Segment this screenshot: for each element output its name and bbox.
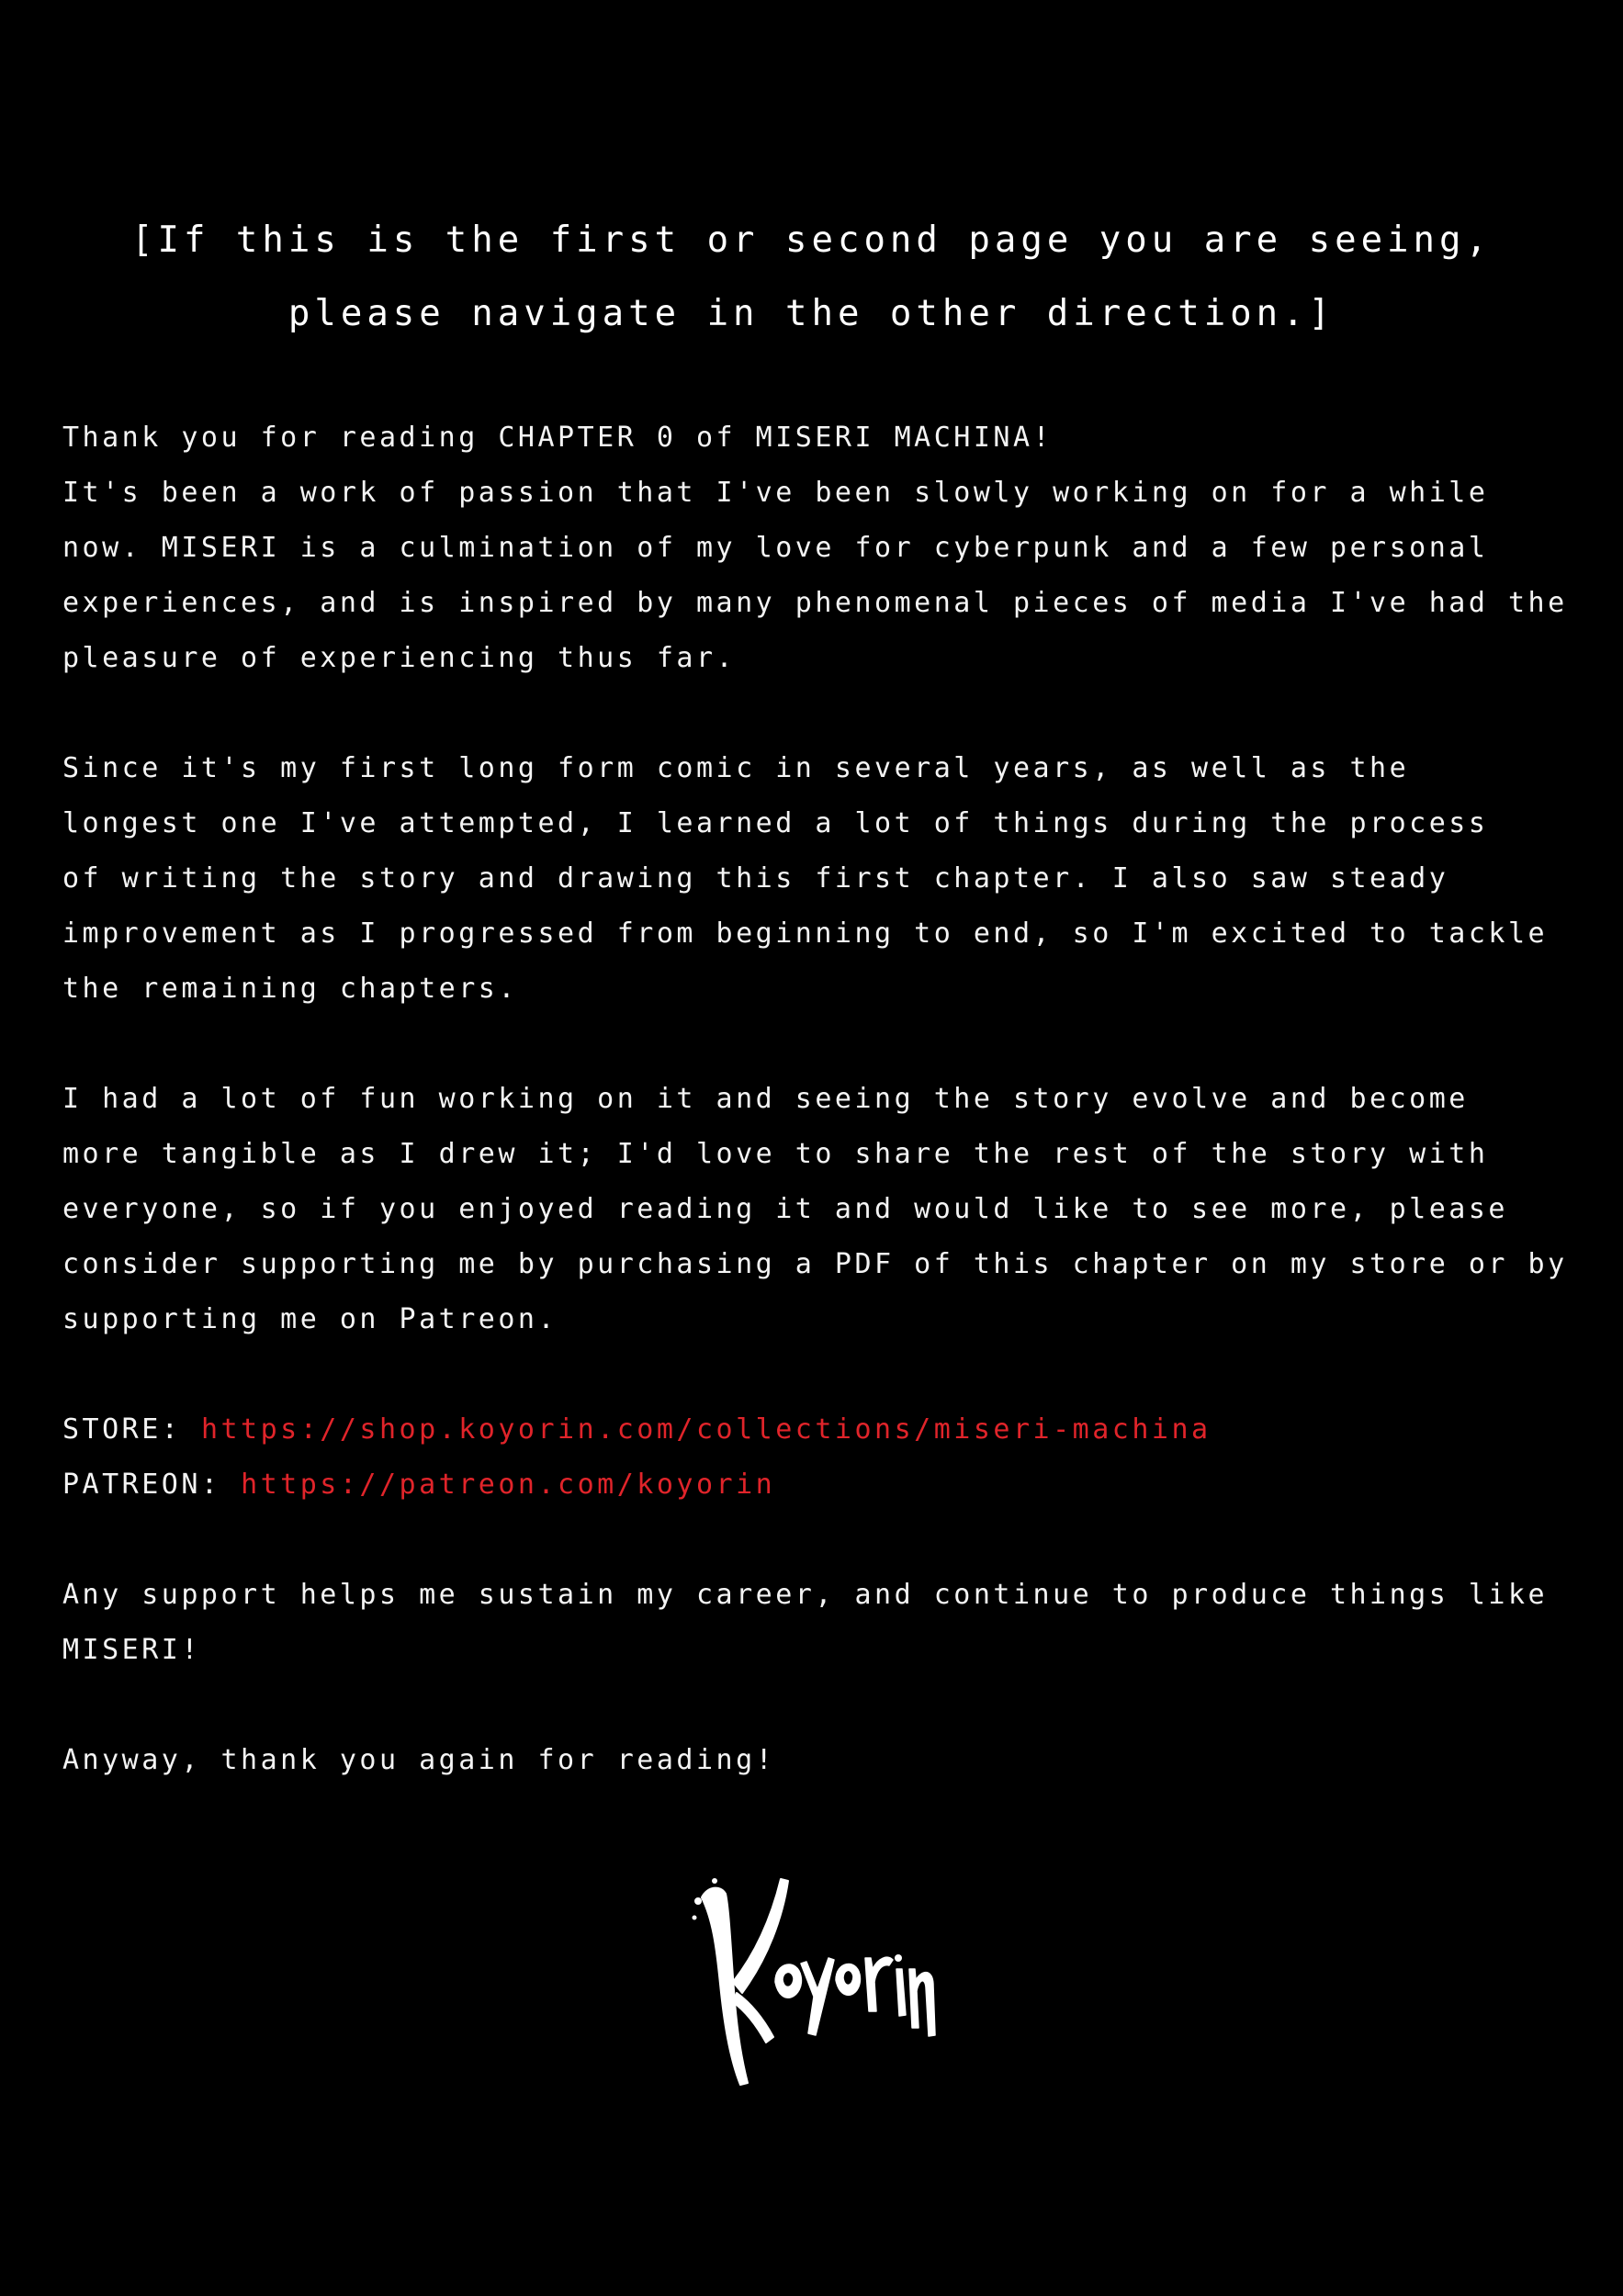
paragraph-thanks [62, 411, 1606, 686]
paragraph-gap [62, 1017, 1606, 1072]
paragraph-final-thanks [62, 1733, 1606, 1788]
paragraph-gap [62, 1678, 1606, 1733]
patreon-link[interactable]: https://patreon.com/koyorin [241, 1469, 776, 1501]
text-line: of writing the story and drawing this first chapter. I also saw steady [62, 862, 1449, 895]
notice-line-2: please navigate in the other direction.] [287, 293, 1336, 334]
text-line: It's been a work of passion that I've been slowly working on for a while [62, 477, 1489, 509]
text-line: supporting me on Patreon. [62, 1303, 558, 1335]
text-line: Any support helps me sustain my career, and continue to produce things like [62, 1579, 1549, 1611]
text-line: MISERI! [62, 1634, 201, 1666]
store-label: STORE: [62, 1413, 201, 1446]
navigation-notice [0, 204, 1623, 351]
paragraph-gap [62, 1347, 1606, 1402]
text-line: experiences, and is inspired by many phenomenal pieces of media I've had the [62, 587, 1568, 619]
text-line: Thank you for reading CHAPTER 0 of MISERI MACHINA! [62, 422, 1054, 454]
text-line: I had a lot of fun working on it and seeing the story evolve and become [62, 1083, 1469, 1115]
store-link-row [62, 1402, 1606, 1458]
text-line: Anyway, thank you again for reading! [62, 1744, 776, 1776]
text-line: longest one I've attempted, I learned a lot of things during the process [62, 807, 1489, 839]
paragraph-sustain [62, 1568, 1606, 1678]
store-link[interactable]: https://shop.koyorin.com/collections/miseri-machina [200, 1413, 1212, 1446]
paragraph-support [62, 1072, 1606, 1347]
support-links [62, 1402, 1606, 1513]
notice-line-1: [If this is the first or second page you are seeing, [131, 219, 1492, 261]
text-line: consider supporting me by purchasing a PDF of this chapter on my store or by [62, 1248, 1568, 1280]
text-line: pleasure of experiencing thus far. [62, 642, 737, 674]
text-line: the remaining chapters. [62, 973, 518, 1005]
patreon-label: PATREON: [62, 1469, 242, 1501]
text-line: everyone, so if you enjoyed reading it and would like to see more, please [62, 1193, 1508, 1225]
text-line: Since it's my first long form comic in several years, as well as the [62, 752, 1410, 784]
koyorin-logo [689, 1874, 937, 2094]
koyorin-signature-icon [689, 1874, 937, 2094]
paragraph-gap [62, 1513, 1606, 1568]
patreon-link-row [62, 1458, 1606, 1513]
text-line: now. MISERI is a culmination of my love for cyberpunk and a few personal [62, 532, 1489, 564]
afterword-text [62, 411, 1606, 1788]
text-line: improvement as I progressed from beginning to end, so I'm excited to tackle [62, 917, 1549, 950]
text-line: more tangible as I drew it; I'd love to share the rest of the story with [62, 1138, 1489, 1170]
paragraph-process [62, 741, 1606, 1017]
paragraph-gap [62, 686, 1606, 741]
